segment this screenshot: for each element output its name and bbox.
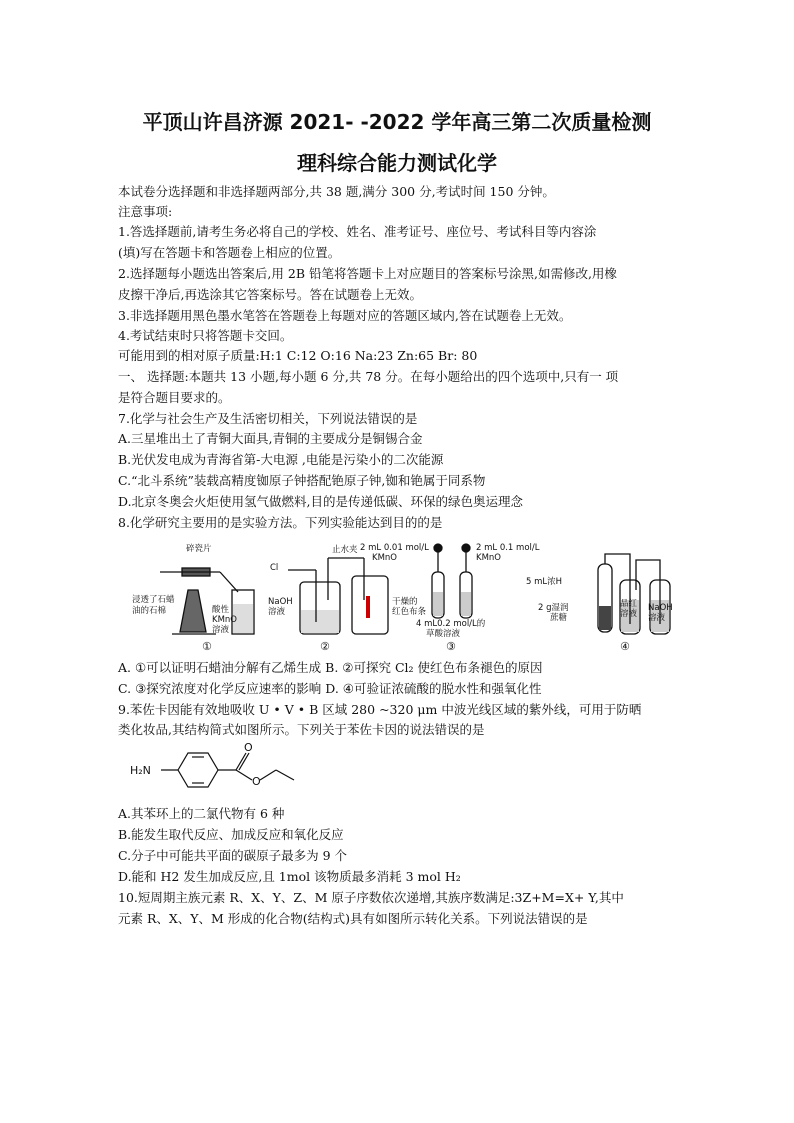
intro-line: 4.考试结束时只将答题卡交回。 [118, 328, 293, 343]
burner [180, 590, 206, 632]
intro-line: 可能用到的相对原子质量:H:1 C:12 O:16 Na:23 Zn:65 Br: 80 [118, 348, 478, 363]
amine-label: H₂N [130, 764, 151, 777]
fig3-label: 4 mL0.2 mol/L的 [416, 619, 486, 629]
q7-option: C.“北斗系统”装载高精度铷原子钟搭配铯原子钟,铷和铯属于同系物 [118, 473, 486, 488]
intro-line: 皮擦干净后,再选涂其它答案标号。答在试题卷上无效。 [118, 287, 422, 302]
q7-stem: 7.化学与社会生产及生活密切相关，下列说法错误的是 [118, 411, 418, 426]
fig2-label: Cl [270, 563, 279, 573]
fig2-label: 止水夹 [332, 545, 358, 555]
fig-number: ④ [620, 640, 630, 652]
fig4-label: 2 g湿润 [538, 603, 569, 613]
q7-option: B.光伏发电成为青海省第-大电源 ,电能是污染小的二次能源 [118, 452, 444, 467]
q8-option: A. ①可以证明石蜡油分解有乙烯生成 B. ②可探究 Cl₂ 使红色布条褪色的原因 [118, 660, 543, 675]
fig3-label: 2 mL 0.01 mol/L [360, 543, 429, 553]
exam-title: 平顶山许昌济源 2021- -2022 学年高三第二次质量检测 [142, 110, 652, 134]
intro-line: 3.非选择题用黑色墨水笔答在答题卷上每题对应的答题区域内,答在试题卷上无效。 [118, 308, 572, 323]
intro-line: 一、 选择题:本题共 13 小题,每小题 6 分,共 78 分。在每小题给出的四个选项中,只有一 项 [118, 369, 619, 384]
benzocaine-structure [126, 740, 336, 800]
q9-option: A.其苯环上的二氯代物有 6 种 [118, 806, 285, 821]
fig2-label: 溶液 [268, 607, 286, 617]
fig3-label: 草酸溶液 [426, 629, 461, 639]
q10-stem: 10.短周期主族元素 R、X、Y、Z、M 原子序数依次递增,其族序数满足:3Z+M=X+ Y,其中 [118, 890, 624, 905]
intro-line: 注意事项: [118, 204, 173, 219]
fig4-label: NaOH [648, 603, 673, 613]
fig3-label: KMnO [372, 553, 397, 563]
fig3-label: 2 mL 0.1 mol/L [476, 543, 540, 553]
q10-stem: 元素 R、X、Y、M 形成的化合物(结构式)具有如图所示转化关系。下列说法错误的是 [118, 911, 588, 926]
fig-number: ① [202, 640, 212, 652]
ester-o-label: O [252, 775, 261, 788]
intro-line: 1.答选择题前,请考生务必将自己的学校、姓名、准考证号、座位号、考试科目等内容涂 [118, 224, 597, 239]
fig1-label: 溶液 [212, 625, 230, 635]
fig4-label: 溶液 [620, 609, 638, 619]
q9-option: C.分子中可能共平面的碳原子最多为 9 个 [118, 848, 347, 863]
q8-stem: 8.化学研究主要用的是实验方法。下列实验能达到目的的是 [118, 515, 443, 530]
intro-line: 2.选择题每小题选出答案后,用 2B 铅笔将答题卡上对应题目的答案标号涂黑,如需修改,用橡 [118, 266, 617, 281]
red-cloth-strip [366, 596, 370, 618]
q8-apparatus-figure [120, 540, 680, 652]
q9-stem: 9.苯佐卡因能有效地吸收 U • V • B 区域 280 ~320 μm 中波光线区域的紫外线，可用于防晒 [118, 702, 642, 717]
fig1-label-top: 碎瓷片 [186, 544, 212, 554]
fig3-label: KMnO [476, 553, 501, 563]
fig-number: ② [320, 640, 330, 652]
fig4-label: 品红 [620, 599, 638, 609]
fig1-label: 浸透了石蜡 [132, 595, 175, 605]
intro-line: 是符合题目要求的。 [118, 390, 231, 405]
fig1-label: KMnO [212, 615, 237, 625]
fig-number: ③ [446, 640, 456, 652]
fig1-label: 酸性 [212, 605, 230, 615]
fig1-label: 油的石棉 [132, 606, 167, 616]
q9-option: D.能和 H2 发生加成反应,且 1mol 该物质最多消耗 3 mol H₂ [118, 869, 461, 884]
intro-line: 本试卷分选择题和非选择题两部分,共 38 题,满分 300 分,考试时间 150 分钟。 [118, 184, 555, 199]
benzene-ring [178, 753, 218, 787]
fig4-label: 5 mL浓H [526, 577, 563, 587]
fig4-label: 蔗糖 [550, 613, 568, 623]
carbonyl-o-label: O [244, 741, 253, 754]
q8-option: C. ③探究浓度对化学反应速率的影响 D. ④可验证浓硫酸的脱水性和强氧化性 [118, 681, 542, 696]
q7-option: A.三星堆出土了青铜大面具,青铜的主要成分是铜锡合金 [118, 431, 423, 446]
exam-subtitle: 理科综合能力测试化学 [297, 151, 497, 175]
fig4-label: 溶液 [648, 613, 666, 623]
fig2-label: NaOH [268, 597, 293, 607]
intro-line: (填)写在答题卡和答题卷上相应的位置。 [118, 245, 341, 260]
fig2-label: 红色布条 [392, 607, 427, 617]
q9-option: B.能发生取代反应、加成反应和氧化反应 [118, 827, 344, 842]
q7-option: D.北京冬奥会火炬使用氢气做燃料,目的是传递低碳、环保的绿色奥运理念 [118, 494, 524, 509]
fig2-label: 干燥的 [392, 597, 418, 607]
q9-stem: 类化妆品,其结构简式如图所示。下列关于苯佐卡因的说法错误的是 [118, 722, 485, 737]
